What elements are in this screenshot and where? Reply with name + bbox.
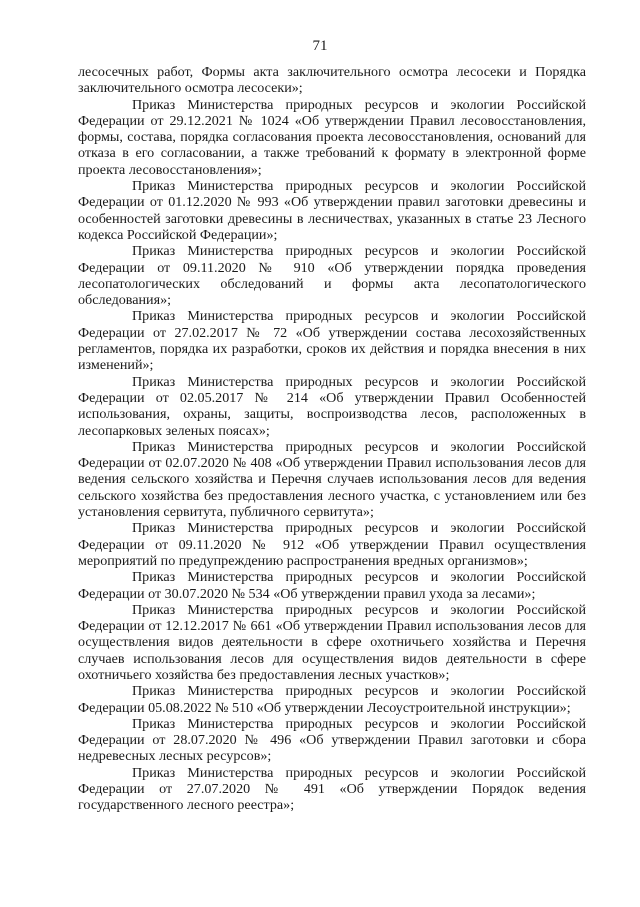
paragraph: Приказ Министерства природных ресурсов и экологии Российской Федерации от 27.07.2020 № 491 «Об утверждении Порядок ведения государственного лесного реестра»; xyxy=(78,764,586,814)
paragraph: Приказ Министерства природных ресурсов и экологии Российской Федерации от 12.12.2017 № 661 «Об утверждении Правил использования лесов для осуществления видов деятельности в сфере охотничьего хозяйства и Перечня случаев использования лесов для осуществления видов деятельности в сфере охотничьего хозяйства без предоставления лесных участков»; xyxy=(78,601,586,683)
paragraph: лесосечных работ, Формы акта заключительного осмотра лесосеки и Порядка заключительного осмотра лесосеки»; xyxy=(78,64,586,97)
paragraph: Приказ Министерства природных ресурсов и экологии Российской Федерации от 09.11.2020 № 910 «Об утверждении порядка проведения лесопатологических обследований и формы акта лесопатологического обследования»; xyxy=(78,243,586,309)
paragraph: Приказ Министерства природных ресурсов и экологии Российской Федерации от 01.12.2020 № 993 «Об утверждении правил заготовки древесины и особенностей заготовки древесины в лесничествах, указанных в статье 23 Лесного кодекса Российской Федерации»; xyxy=(78,178,586,243)
paragraph: Приказ Министерства природных ресурсов и экологии Российской Федерации от 29.12.2021 № 1024 «Об утверждении Правил лесовосстановления, формы, состава, порядка согласования проекта лесовосстановления, оснований для отказа в его согласовании, а также требований к формату в электронной форме проекта лесовосстановления»; xyxy=(78,96,586,178)
page-number: 71 xyxy=(312,38,328,54)
paragraph: Приказ Министерства природных ресурсов и экологии Российской Федерации от 09.11.2020 № 912 «Об утверждении Правил осуществления мероприятий по предупреждению распространения вредных организмов»; xyxy=(78,520,586,569)
paragraph: Приказ Министерства природных ресурсов и экологии Российской Федерации от 27.02.2017 № 72 «Об утверждении состава лесохозяйственных регламентов, порядка их разработки, сроков их действия и порядка внесения в них изменений»; xyxy=(78,308,586,374)
paragraph: Приказ Министерства природных ресурсов и экологии Российской Федерации от 02.05.2017 № 214 «Об утверждении Правил Особенностей использования, охраны, защиты, воспроизводства лесов, расположенных в лесопарковых зеленых поясах»; xyxy=(78,373,586,439)
paragraph: Приказ Министерства природных ресурсов и экологии Российской Федерации от 02.07.2020 № 408 «Об утверждении Правил использования лесов для ведения сельского хозяйства и Перечня случаев использования лесов для ведения сельского хозяйства без предоставления лесного участка, с установлением или без установления сервитута, публичного сервитута»; xyxy=(78,438,586,521)
paragraph: Приказ Министерства природных ресурсов и экологии Российской Федерации 05.08.2022 № 510 «Об утверждении Лесоустроительной инструкции»; xyxy=(78,683,586,716)
document-body xyxy=(78,64,586,814)
paragraph: Приказ Министерства природных ресурсов и экологии Российской Федерации от 30.07.2020 № 534 «Об утверждении правил ухода за лесами»; xyxy=(78,569,586,602)
paragraph: Приказ Министерства природных ресурсов и экологии Российской Федерации от 28.07.2020 № 496 «Об утверждении Правил заготовки и сбора недревесных лесных ресурсов»; xyxy=(78,715,586,765)
